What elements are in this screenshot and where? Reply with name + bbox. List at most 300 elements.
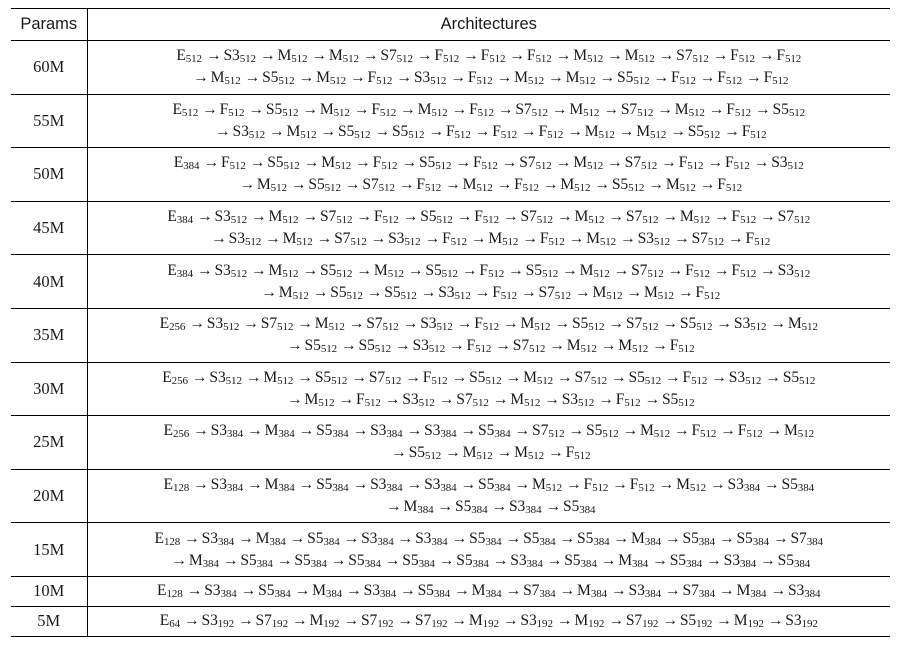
layer-width: 512 <box>350 236 367 249</box>
table-row <box>11 201 890 255</box>
layer-width: 512 <box>328 321 345 334</box>
right-arrow-icon: → <box>711 368 727 386</box>
right-arrow-icon: → <box>416 47 433 65</box>
layer-width: 512 <box>588 214 605 227</box>
layer-width: 384 <box>226 428 244 441</box>
right-arrow-icon: → <box>297 368 313 386</box>
layer-width: 512 <box>436 321 453 334</box>
right-arrow-icon: → <box>400 582 416 600</box>
layer-type: F <box>434 47 443 65</box>
right-arrow-icon: → <box>514 422 531 440</box>
layer-type: S7 <box>456 390 473 408</box>
right-arrow-icon: → <box>320 122 336 140</box>
right-arrow-icon: → <box>724 122 740 140</box>
layer-type: S5 <box>611 176 629 194</box>
layer-token <box>240 552 272 569</box>
layer-width: 384 <box>539 535 556 548</box>
layer-token <box>532 476 562 493</box>
layer-type: M <box>488 230 503 248</box>
layer-width: 512 <box>638 53 655 66</box>
layer-type: S5 <box>523 529 540 547</box>
layer-width: 512 <box>801 321 818 334</box>
layer-type: M <box>573 154 587 172</box>
layer-token <box>778 262 810 279</box>
layer-width: 512 <box>475 343 492 356</box>
layer-token <box>736 582 766 599</box>
layer-width: 384 <box>743 482 761 495</box>
layer-type: S3 <box>733 315 751 333</box>
layer-token <box>636 123 666 140</box>
layer-width: 512 <box>657 289 674 302</box>
right-arrow-icon: → <box>454 582 470 600</box>
layer-type: S7 <box>624 154 641 172</box>
layer-width: 512 <box>693 214 710 227</box>
layer-token <box>305 337 337 354</box>
architecture-cell <box>87 41 890 95</box>
layer-width: 512 <box>633 75 650 88</box>
layer-type: S5 <box>628 368 645 386</box>
layer-width: 512 <box>500 128 517 141</box>
layer-token <box>764 69 789 86</box>
layer-width: 512 <box>535 53 552 66</box>
layer-type: M <box>282 230 297 248</box>
right-arrow-icon: → <box>239 176 255 194</box>
right-arrow-icon: → <box>662 612 678 630</box>
layer-type: S5 <box>262 69 279 87</box>
layer-type: F <box>695 283 704 301</box>
layer-token <box>510 552 542 569</box>
layer-width: 512 <box>239 53 256 66</box>
right-arrow-icon: → <box>559 582 576 600</box>
layer-type: S3 <box>420 315 437 333</box>
layer-token <box>695 284 720 301</box>
layer-width: 192 <box>482 618 499 631</box>
layer-token <box>612 176 644 193</box>
table-row <box>11 523 890 577</box>
layer-type: F <box>565 444 575 462</box>
layer-token <box>532 422 564 439</box>
right-arrow-icon: → <box>770 582 786 600</box>
layer-token <box>717 69 742 86</box>
layer-width: 192 <box>747 618 764 631</box>
layer-type: S5 <box>420 208 437 226</box>
right-arrow-icon: → <box>184 612 200 630</box>
layer-type: F <box>219 100 229 118</box>
params-cell: 35M <box>11 308 87 362</box>
layer-width: 512 <box>292 289 309 302</box>
layer-token <box>731 262 756 279</box>
right-arrow-icon: → <box>460 422 477 440</box>
layer-token <box>356 391 381 408</box>
layer-token <box>788 582 820 599</box>
layer-type: S7 <box>631 261 648 279</box>
layer-token <box>520 612 552 629</box>
right-arrow-icon: → <box>603 100 619 118</box>
right-arrow-icon: → <box>386 498 402 516</box>
layer-width: 512 <box>382 321 399 334</box>
layer-width: 384 <box>256 557 273 570</box>
right-arrow-icon: → <box>501 154 518 172</box>
layer-width: 384 <box>379 588 397 601</box>
right-arrow-icon: → <box>370 230 387 248</box>
layer-type: E <box>167 261 177 279</box>
architecture-sequence-line <box>88 474 891 496</box>
layer-token <box>371 101 396 118</box>
layer-type: S5 <box>316 476 333 494</box>
layer-token <box>257 176 287 193</box>
layer-width: 192 <box>271 618 288 631</box>
layer-type: S5 <box>304 337 321 355</box>
right-arrow-icon: → <box>662 315 678 333</box>
right-arrow-icon: → <box>186 582 203 600</box>
right-arrow-icon: → <box>707 154 723 172</box>
right-arrow-icon: → <box>451 612 467 630</box>
right-arrow-icon: → <box>674 230 690 248</box>
layer-width: 512 <box>333 106 350 119</box>
right-arrow-icon: → <box>608 315 624 333</box>
layer-width: 384 <box>644 535 661 548</box>
layer-token <box>580 262 610 279</box>
layer-type: S5 <box>781 476 798 494</box>
right-arrow-icon: → <box>438 551 455 569</box>
right-arrow-icon: → <box>298 422 315 440</box>
layer-type: M <box>574 208 589 226</box>
right-arrow-icon: → <box>297 315 313 333</box>
right-arrow-icon: → <box>718 529 735 547</box>
right-arrow-icon: → <box>362 47 379 65</box>
right-arrow-icon: → <box>265 230 281 248</box>
layer-type: S5 <box>679 612 697 630</box>
params-cell: 60M <box>11 41 87 95</box>
table-row <box>11 41 890 95</box>
right-arrow-icon: → <box>496 69 513 87</box>
layer-width: 512 <box>606 289 623 302</box>
layer-token <box>527 47 552 64</box>
layer-type: F <box>678 154 688 172</box>
layer-token <box>160 612 180 629</box>
layer-type: S5 <box>307 529 324 547</box>
header-row <box>11 9 890 41</box>
right-arrow-icon: → <box>205 47 222 65</box>
layer-width: 192 <box>801 618 818 631</box>
layer-token <box>680 612 712 629</box>
layer-token <box>572 315 604 332</box>
right-arrow-icon: → <box>567 122 583 140</box>
layer-width: 512 <box>396 53 413 66</box>
layer-type: S5 <box>384 283 401 301</box>
right-arrow-icon: → <box>196 208 213 226</box>
table-row <box>11 255 890 309</box>
layer-width: 512 <box>436 214 453 227</box>
layer-token <box>366 315 398 332</box>
right-arrow-icon: → <box>461 261 478 279</box>
layer-width: 512 <box>329 75 347 88</box>
layer-type: S3 <box>628 582 645 600</box>
layer-width: 512 <box>739 214 757 227</box>
layer-token <box>683 530 715 547</box>
layer-type: M <box>417 100 432 118</box>
layer-token <box>783 369 815 386</box>
right-arrow-icon: → <box>250 261 267 279</box>
right-arrow-icon: → <box>600 337 617 355</box>
right-arrow-icon: → <box>767 612 784 630</box>
layer-token <box>788 315 818 332</box>
layer-type: S3 <box>424 422 441 440</box>
layer-token <box>523 369 553 386</box>
right-arrow-icon: → <box>351 368 367 386</box>
layer-type: S7 <box>368 368 386 386</box>
right-arrow-icon: → <box>247 476 263 494</box>
layer-token <box>625 154 657 171</box>
architecture-sequence-line <box>88 496 891 518</box>
right-arrow-icon: → <box>728 230 744 248</box>
layer-width: 512 <box>734 106 752 119</box>
layer-width: 512 <box>644 374 661 387</box>
layer-type: E <box>162 368 172 386</box>
layer-width: 512 <box>548 236 565 249</box>
layer-width: 512 <box>653 236 671 249</box>
layer-type: M <box>510 390 525 408</box>
layer-type: S5 <box>687 122 704 140</box>
layer-type: M <box>210 69 225 87</box>
layer-token <box>586 422 618 439</box>
layer-type: M <box>316 69 330 87</box>
layer-token <box>316 422 348 439</box>
layer-type: S3 <box>438 283 455 301</box>
layer-token <box>473 154 498 171</box>
layer-type: S3 <box>508 498 526 516</box>
layer-token <box>577 582 607 599</box>
right-arrow-icon: → <box>644 390 660 408</box>
architecture-sequence-line <box>88 99 891 121</box>
layer-type: S7 <box>260 315 278 333</box>
layer-width: 512 <box>574 450 591 463</box>
layer-width: 384 <box>525 504 542 517</box>
table-row <box>11 94 890 148</box>
layer-width: 384 <box>217 535 235 548</box>
layer-width: 384 <box>440 428 457 441</box>
layer-width: 512 <box>579 75 596 88</box>
table-row <box>11 416 890 470</box>
right-arrow-icon: → <box>298 69 315 87</box>
right-arrow-icon: → <box>549 337 565 355</box>
layer-type: M <box>573 47 587 65</box>
layer-type: E <box>172 100 182 118</box>
layer-type: M <box>574 612 589 630</box>
layer-token <box>680 315 712 332</box>
right-arrow-icon: → <box>556 612 573 630</box>
layer-token <box>309 612 339 629</box>
layer-width: 512 <box>787 160 804 173</box>
layer-width: 512 <box>300 128 317 141</box>
right-arrow-icon: → <box>566 476 582 494</box>
right-arrow-icon: → <box>244 69 261 87</box>
layer-token <box>167 208 193 225</box>
right-arrow-icon: → <box>222 551 239 569</box>
right-arrow-icon: → <box>302 261 318 279</box>
layer-type: M <box>523 368 537 386</box>
layer-type: S7 <box>519 154 536 172</box>
layer-width: 512 <box>696 321 713 334</box>
layer-token <box>320 262 352 279</box>
layer-token <box>691 422 716 439</box>
layer-token <box>392 123 424 140</box>
layer-token <box>413 337 445 354</box>
layer-token <box>207 315 239 332</box>
layer-type: M <box>787 315 802 333</box>
layer-width: 192 <box>431 618 448 631</box>
layer-token <box>514 69 544 86</box>
layer-type: E <box>176 47 186 65</box>
layer-token <box>560 176 590 193</box>
layer-width: 384 <box>526 557 543 570</box>
layer-width: 384 <box>644 588 661 601</box>
right-arrow-icon: → <box>718 582 735 600</box>
params-column-header: Params <box>11 9 87 41</box>
layer-token <box>519 154 551 171</box>
right-arrow-icon: → <box>665 368 681 386</box>
layer-width: 512 <box>381 160 398 173</box>
layer-token <box>359 337 391 354</box>
layer-token <box>305 391 335 408</box>
layer-token <box>374 262 404 279</box>
layer-width: 512 <box>454 128 471 141</box>
layer-width: 512 <box>404 236 421 249</box>
layer-token <box>725 154 750 171</box>
layer-type: F <box>526 47 536 65</box>
layer-token <box>369 369 401 386</box>
layer-type: S3 <box>232 122 249 140</box>
layer-token <box>685 262 710 279</box>
layer-type: M <box>636 122 651 140</box>
layer-type: F <box>730 47 739 65</box>
right-arrow-icon: → <box>599 69 616 87</box>
right-arrow-icon: → <box>287 390 303 408</box>
layer-type: M <box>278 283 293 301</box>
architecture-sequence-line <box>88 174 891 196</box>
layer-token <box>666 176 696 193</box>
right-arrow-icon: → <box>451 368 468 386</box>
layer-width: 512 <box>324 182 341 195</box>
layer-type: M <box>676 476 690 494</box>
layer-type: S5 <box>782 368 800 386</box>
layer-token <box>442 230 467 247</box>
layer-token <box>575 369 607 386</box>
layer-type: S3 <box>787 582 805 600</box>
layer-type: S7 <box>691 230 708 248</box>
layer-type: S7 <box>380 47 397 65</box>
layer-token <box>362 176 394 193</box>
architecture-sequence-line <box>88 442 891 464</box>
layer-token <box>679 154 704 171</box>
layer-type: F <box>492 122 501 140</box>
layer-type: S5 <box>308 176 325 194</box>
layer-width: 384 <box>323 535 340 548</box>
layer-token <box>734 612 764 629</box>
right-arrow-icon: → <box>708 100 725 118</box>
layer-width: 128 <box>172 482 190 495</box>
layer-type: M <box>631 529 645 547</box>
right-arrow-icon: → <box>463 47 479 65</box>
layer-token <box>211 476 243 493</box>
layer-token <box>402 552 434 569</box>
right-arrow-icon: → <box>287 337 303 355</box>
right-arrow-icon: → <box>401 154 417 172</box>
right-arrow-icon: → <box>713 208 730 226</box>
right-arrow-icon: → <box>716 612 732 630</box>
layer-type: F <box>445 122 455 140</box>
layer-type: M <box>468 612 483 630</box>
layer-token <box>268 262 298 279</box>
layer-token <box>162 369 188 386</box>
layer-width: 512 <box>642 321 659 334</box>
architecture-cell <box>87 148 890 202</box>
layer-width: 512 <box>442 53 460 66</box>
right-arrow-icon: → <box>450 69 466 87</box>
layer-token <box>638 230 670 247</box>
layer-type: S3 <box>361 529 378 547</box>
layer-token <box>321 154 351 171</box>
right-arrow-icon: → <box>395 337 411 355</box>
layer-type: S5 <box>240 551 257 569</box>
layer-width: 512 <box>230 214 247 227</box>
layer-width: 512 <box>441 267 458 280</box>
layer-type: M <box>618 337 632 355</box>
right-arrow-icon: → <box>338 390 354 408</box>
right-arrow-icon: → <box>492 390 509 408</box>
layer-width: 512 <box>647 267 664 280</box>
layer-type: S5 <box>258 582 275 600</box>
layer-type: M <box>514 444 528 462</box>
layer-type: S7 <box>512 337 530 355</box>
layer-width: 128 <box>166 588 183 601</box>
right-arrow-icon: → <box>618 122 635 140</box>
table-row <box>11 148 890 202</box>
layer-type: M <box>277 47 292 65</box>
layer-width: 512 <box>424 182 442 195</box>
layer-token <box>742 123 767 140</box>
layer-width: 512 <box>692 53 709 66</box>
layer-token <box>434 47 459 64</box>
layer-type: S7 <box>362 176 379 194</box>
layer-type: F <box>367 69 377 87</box>
layer-width: 512 <box>750 321 767 334</box>
right-arrow-icon: → <box>312 283 329 301</box>
right-arrow-icon: → <box>497 100 514 118</box>
layer-width: 256 <box>172 428 190 441</box>
layer-width: 512 <box>642 214 659 227</box>
layer-type: M <box>328 47 343 65</box>
right-arrow-icon: → <box>505 529 522 547</box>
layer-type: F <box>416 176 425 194</box>
layer-token <box>778 208 810 225</box>
layer-type: M <box>319 100 334 118</box>
layer-token <box>308 176 340 193</box>
layer-token <box>263 369 293 386</box>
layer-width: 512 <box>354 128 371 141</box>
right-arrow-icon: → <box>396 69 412 87</box>
layer-token <box>671 69 696 86</box>
layer-type: F <box>717 176 726 194</box>
layer-width: 384 <box>797 482 814 495</box>
layer-token <box>202 612 234 629</box>
right-arrow-icon: → <box>276 551 293 569</box>
layer-token <box>420 315 452 332</box>
architecture-cell <box>87 255 890 309</box>
right-arrow-icon: → <box>302 100 318 118</box>
right-arrow-icon: → <box>456 315 473 333</box>
right-arrow-icon: → <box>438 390 455 408</box>
